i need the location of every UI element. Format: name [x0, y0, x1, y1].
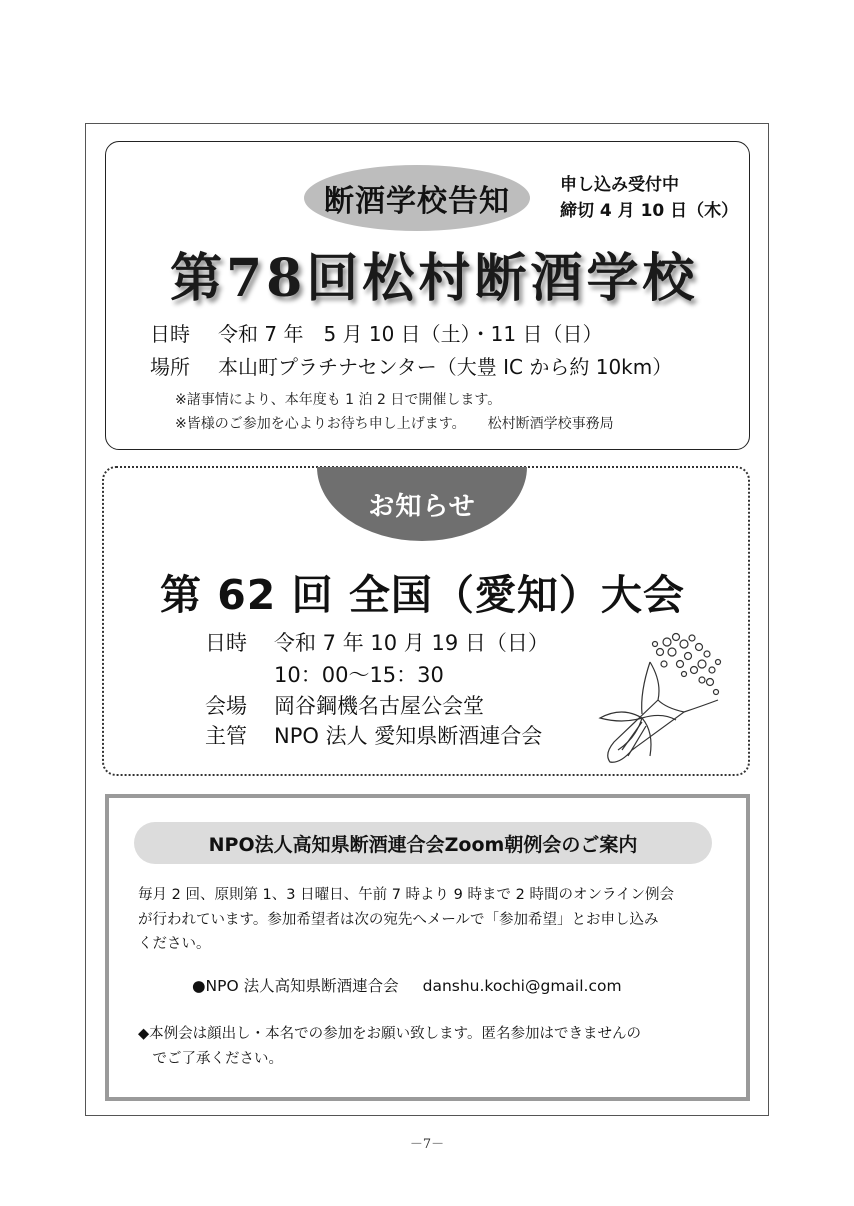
school-place-value: 本山町プラチナセンター（大豊 IC から約 10km） [218, 355, 673, 379]
announcement-host-value: NPO 法人 愛知県断酒連合会 [274, 724, 543, 748]
bouquet-icon [592, 622, 732, 767]
page-number: －7－ [409, 1137, 445, 1152]
zoom-paragraph-line-2: が行われています。参加希望者は次の宛先へメールで「参加希望」とお申し込み [138, 912, 659, 928]
deadline-line-1: 申し込み受付中 [560, 175, 679, 195]
announcement-venue-label: 会場 [205, 694, 247, 718]
announcement-badge: お知らせ [317, 467, 527, 541]
announcement-time-value: 10：00〜15：30 [274, 663, 444, 687]
zoom-note-line-2: でご了承ください。 [138, 1051, 283, 1067]
school-note-2-row [175, 413, 614, 433]
announcement-date-row [205, 627, 549, 657]
zoom-paragraph-line-3: ください。 [138, 936, 211, 952]
zoom-paragraph-line-1: 毎月 2 回、原則第 1、3 日曜日、午前 7 時より 9 時まで 2 時間のオンライン例会 [138, 887, 675, 903]
zoom-contact [192, 974, 622, 996]
school-title: 第78回松村断酒学校 [170, 248, 699, 309]
school-note-2: ※皆様のご参加を心よりお待ち申し上げます。 [175, 416, 466, 432]
school-date-label: 日時 [150, 322, 190, 346]
school-notice-badge: 断酒学校告知 [304, 165, 530, 231]
announcement-date-value: 令和 7 年 10 月 19 日（日） [274, 631, 549, 655]
announcement-time-row [205, 659, 444, 689]
announcement-host-row [205, 720, 542, 750]
deadline-info [560, 172, 738, 224]
announcement-host-label: 主管 [205, 724, 247, 748]
announcement-venue-row [205, 690, 484, 720]
zoom-note-line-1: ◆本例会は顔出し・本名での参加をお願い致します。匿名参加はできませんの [138, 1026, 641, 1042]
school-note-1: ※諸事情により、本年度も 1 泊 2 日で開催します。 [175, 392, 502, 408]
announcement-venue-value: 岡谷鋼機名古屋公会堂 [274, 694, 484, 718]
school-place-label: 場所 [150, 355, 190, 379]
contact-organization: ●NPO 法人高知県断酒連合会 [192, 977, 399, 995]
zoom-notice-title: NPO法人高知県断酒連合会Zoom朝例会のご案内 [134, 822, 712, 864]
school-office: 松村断酒学校事務局 [487, 416, 614, 432]
announcement-title: 第 62 回 全国（愛知）大会 [160, 571, 685, 619]
contact-email-link[interactable]: danshu.kochi@gmail.com [422, 977, 622, 995]
announcement-date-label: 日時 [205, 631, 247, 655]
school-date-row [150, 318, 603, 347]
school-place-row [150, 351, 672, 380]
school-date-value: 令和 7 年 5 月 10 日（土）・11 日（日） [218, 322, 603, 346]
deadline-line-2: 締切 4 月 10 日（木） [560, 201, 739, 221]
